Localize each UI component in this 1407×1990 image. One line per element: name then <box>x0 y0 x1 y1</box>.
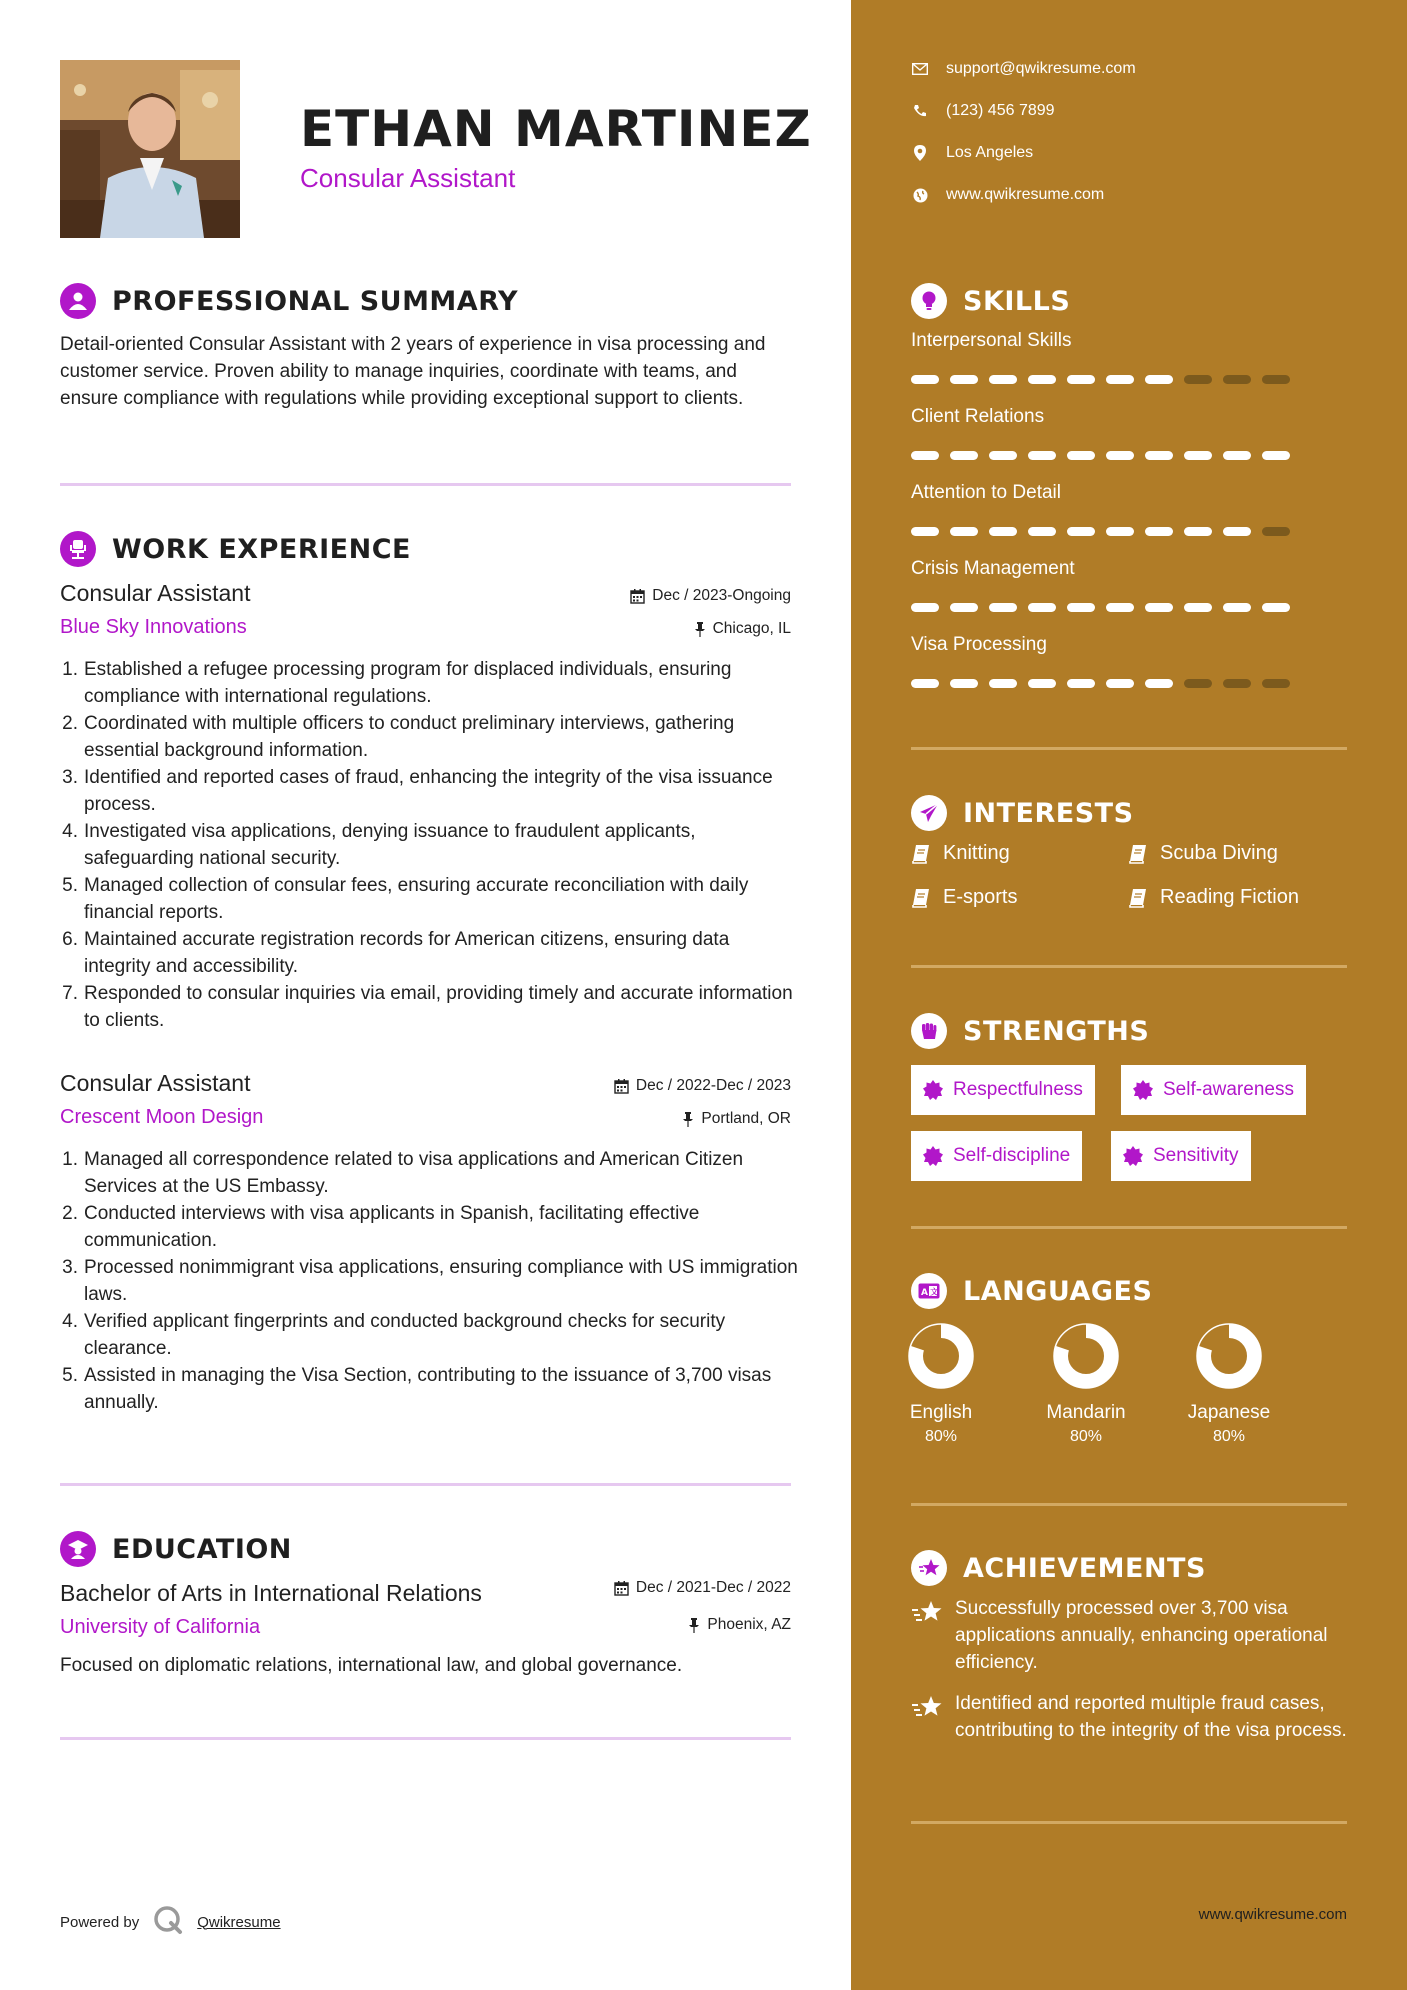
languages-heading <box>911 1273 1152 1309</box>
skill-level-filled <box>1184 451 1212 460</box>
section-divider <box>60 1737 791 1740</box>
job-duties-list <box>56 1146 801 1416</box>
interest-item <box>911 842 1010 865</box>
section-divider <box>60 1483 791 1486</box>
skill-level-filled <box>911 603 939 612</box>
badge-icon <box>923 1146 943 1166</box>
badge-icon <box>1123 1146 1143 1166</box>
list-text: Investigated visa applications, denying issuance to fraudulent applicants, safeguarding national security. <box>84 821 696 869</box>
skill-level-filled <box>1028 451 1056 460</box>
list-item <box>56 1200 801 1254</box>
svg-text:A: A <box>921 1288 928 1298</box>
list-item <box>56 656 801 710</box>
skill-level-filled <box>989 375 1017 384</box>
pin-icon <box>682 1112 694 1127</box>
skill-level-filled <box>911 375 939 384</box>
skill-level-filled <box>1106 375 1134 384</box>
job-location <box>682 1110 791 1128</box>
skill-level-filled <box>989 679 1017 688</box>
qwikresume-link[interactable]: Qwikresume <box>197 1913 281 1931</box>
skill-level-filled <box>950 375 978 384</box>
skill-level-empty <box>1184 679 1212 688</box>
language-name: Japanese <box>1187 1402 1271 1423</box>
candidate-name: ETHAN MARTINEZ <box>300 100 812 158</box>
achievement-text: Successfully processed over 3,700 visa applications annually, enhancing operational efficiency. <box>955 1598 1328 1673</box>
skill-level-filled <box>989 451 1017 460</box>
list-item <box>56 710 801 764</box>
contact-location <box>911 144 1033 162</box>
skill-level-filled <box>1106 679 1134 688</box>
skills-heading <box>911 283 1070 319</box>
interests-title: INTERESTS <box>963 797 1134 829</box>
language-percent: 80% <box>1069 1428 1103 1445</box>
job-company: Blue Sky Innovations <box>60 616 247 638</box>
website-text: www.qwikresume.com <box>946 186 1105 203</box>
list-number: 4. <box>62 1311 78 1332</box>
skill-name: Attention to Detail <box>911 482 1061 503</box>
achievements-heading <box>911 1550 1206 1586</box>
skill-level-filled <box>1067 679 1095 688</box>
experience-heading <box>60 531 411 567</box>
skill-level-filled <box>1028 679 1056 688</box>
powered-by-label: Powered by <box>60 1913 140 1931</box>
calendar-icon <box>614 1581 629 1596</box>
skill-level-filled <box>1262 603 1290 612</box>
skill-level-filled <box>1145 451 1173 460</box>
map-pin-icon <box>911 145 929 161</box>
skill-level-empty <box>1223 375 1251 384</box>
job-location-text: Chicago, IL <box>712 620 791 637</box>
strength-label: Sensitivity <box>1153 1145 1239 1166</box>
skill-name: Visa Processing <box>911 634 1047 655</box>
contact-phone[interactable] <box>911 102 1055 120</box>
candidate-role: Consular Assistant <box>300 163 516 193</box>
skill-level-filled <box>989 527 1017 536</box>
education-dates <box>614 1579 791 1597</box>
strength-label: Respectfulness <box>953 1079 1083 1100</box>
footer-website[interactable]: www.qwikresume.com <box>1198 1906 1347 1923</box>
skill-level-filled <box>1223 527 1251 536</box>
list-number: 5. <box>62 875 78 896</box>
list-text: Identified and reported cases of fraud, enhancing the integrity of the visa issuance process. <box>84 767 773 815</box>
language-level-ring <box>1196 1323 1262 1389</box>
user-icon <box>60 283 96 319</box>
list-number: 1. <box>62 659 78 680</box>
education-description: Focused on diplomatic relations, international law, and global governance. <box>60 1655 683 1676</box>
list-text: Processed nonimmigrant visa applications, ensuring compliance with US immigration laws. <box>84 1257 798 1305</box>
skill-level-filled <box>950 679 978 688</box>
list-number: 2. <box>62 1203 78 1224</box>
language-level-ring <box>1053 1323 1119 1389</box>
skill-level-filled <box>950 603 978 612</box>
qwikresume-logo-icon <box>153 1905 183 1939</box>
sidebar <box>851 0 1407 1990</box>
interest-label: E-sports <box>943 886 1018 908</box>
interest-label: Scuba Diving <box>1160 842 1278 864</box>
job-title: Consular Assistant <box>60 580 251 606</box>
office-chair-icon <box>60 531 96 567</box>
section-divider <box>911 1226 1347 1229</box>
profile-photo <box>60 60 240 238</box>
skill-level-filled <box>911 451 939 460</box>
list-item <box>56 764 801 818</box>
skill-level-bar <box>911 375 1301 384</box>
calendar-icon <box>614 1079 629 1094</box>
language-name: English <box>909 1402 973 1423</box>
list-item <box>56 1308 801 1362</box>
list-text: Assisted in managing the Visa Section, contributing to the issuance of 3,700 visas annually. <box>84 1365 772 1413</box>
language-name: Mandarin <box>1046 1402 1126 1423</box>
skill-level-filled <box>1145 527 1173 536</box>
contact-email[interactable] <box>911 60 1136 78</box>
badge-icon <box>1133 1080 1153 1100</box>
skill-level-filled <box>911 679 939 688</box>
skill-level-filled <box>911 527 939 536</box>
lightbulb-icon <box>911 283 947 319</box>
summary-heading <box>60 283 518 319</box>
job-dates <box>630 587 791 605</box>
job-duties-list <box>56 656 801 1034</box>
school-name: University of California <box>60 1616 261 1638</box>
interest-item <box>911 886 1017 909</box>
list-number: 7. <box>62 983 78 1004</box>
list-number: 3. <box>62 1257 78 1278</box>
list-text: Maintained accurate registration records for American citizens, ensuring data integrity and accessibility. <box>84 929 730 977</box>
job-company: Crescent Moon Design <box>60 1106 264 1128</box>
list-item <box>56 1254 801 1308</box>
strengths-title: STRENGTHS <box>963 1015 1150 1047</box>
skill-level-filled <box>1145 603 1173 612</box>
language-item <box>1026 1323 1146 1446</box>
skill-level-filled <box>1145 679 1173 688</box>
pin-icon <box>694 622 706 637</box>
interests-heading <box>911 795 1134 831</box>
skill-level-filled <box>1106 451 1134 460</box>
badge-icon <box>923 1080 943 1100</box>
job-location <box>694 620 791 638</box>
skill-level-filled <box>950 527 978 536</box>
svg-text:文: 文 <box>930 1287 939 1297</box>
globe-icon <box>911 188 929 203</box>
fist-icon <box>911 1013 947 1049</box>
skill-level-filled <box>1223 603 1251 612</box>
skill-level-bar <box>911 603 1301 612</box>
skill-level-filled <box>1028 603 1056 612</box>
contact-website[interactable] <box>911 186 1104 204</box>
experience-title: WORK EXPERIENCE <box>112 533 411 565</box>
pin-icon <box>688 1618 700 1633</box>
education-location-text: Phoenix, AZ <box>707 1616 791 1633</box>
education-dates-text: Dec / 2021-Dec / 2022 <box>635 1579 791 1596</box>
book-icon <box>911 844 931 864</box>
list-number: 3. <box>62 767 78 788</box>
strength-label: Self-awareness <box>1163 1079 1294 1100</box>
section-divider <box>911 965 1347 968</box>
list-item <box>56 1146 801 1200</box>
list-item <box>56 926 801 980</box>
section-divider <box>911 1503 1347 1506</box>
summary-title: PROFESSIONAL SUMMARY <box>112 285 519 317</box>
skill-level-filled <box>1262 451 1290 460</box>
list-number: 4. <box>62 821 78 842</box>
skill-level-empty <box>1223 679 1251 688</box>
list-text: Managed collection of consular fees, ensuring accurate reconciliation with daily financial reports. <box>84 875 749 923</box>
skill-level-filled <box>989 603 1017 612</box>
achievement-item <box>911 1690 1351 1744</box>
list-number: 1. <box>62 1149 78 1170</box>
language-item <box>1169 1323 1289 1446</box>
strength-tag <box>911 1131 1082 1181</box>
list-text: Conducted interviews with visa applicants in Spanish, facilitating effective communication. <box>84 1203 700 1251</box>
interest-item <box>1128 842 1278 865</box>
graduate-icon <box>60 1531 96 1567</box>
skills-title: SKILLS <box>963 285 1071 317</box>
job-dates-text: Dec / 2023-Ongoing <box>652 587 791 604</box>
star-icon <box>911 1550 947 1586</box>
skill-level-bar <box>911 527 1301 536</box>
phone-text: (123) 456 7899 <box>946 102 1055 119</box>
section-divider <box>911 1821 1347 1824</box>
skill-level-empty <box>1262 679 1290 688</box>
list-text: Coordinated with multiple officers to conduct preliminary interviews, gathering essential background information. <box>84 713 735 761</box>
language-item <box>881 1323 1001 1446</box>
language-level-ring <box>908 1323 974 1389</box>
skill-name: Interpersonal Skills <box>911 330 1072 351</box>
list-text: Verified applicant fingerprints and conducted background checks for security clearance. <box>84 1311 726 1359</box>
list-text: Responded to consular inquiries via email, providing timely and accurate information to clients. <box>84 983 793 1031</box>
book-icon <box>1128 844 1148 864</box>
skill-level-filled <box>1184 603 1212 612</box>
book-icon <box>1128 888 1148 908</box>
book-icon <box>911 888 931 908</box>
strength-tag <box>1111 1131 1251 1181</box>
strength-tag <box>1121 1065 1306 1115</box>
paper-plane-icon <box>911 795 947 831</box>
achievements-title: ACHIEVEMENTS <box>963 1552 1206 1584</box>
languages-title: LANGUAGES <box>963 1275 1153 1307</box>
skill-level-empty <box>1262 375 1290 384</box>
skill-level-filled <box>1067 375 1095 384</box>
job-dates-text: Dec / 2022-Dec / 2023 <box>635 1077 791 1094</box>
skill-level-filled <box>1028 375 1056 384</box>
list-item <box>56 872 801 926</box>
skill-level-filled <box>1106 603 1134 612</box>
interest-label: Knitting <box>943 842 1010 864</box>
list-text: Established a refugee processing program for displaced individuals, ensuring compliance with international regulations. <box>84 659 732 707</box>
list-text: Managed all correspondence related to visa applications and American Citizen Services at the US Embassy. <box>84 1149 744 1197</box>
shooting-star-icon <box>911 1599 943 1625</box>
language-percent: 80% <box>1212 1428 1246 1445</box>
strengths-heading <box>911 1013 1149 1049</box>
powered-by <box>60 1905 281 1939</box>
skill-level-filled <box>1067 527 1095 536</box>
skill-level-filled <box>1067 451 1095 460</box>
envelope-icon <box>911 63 929 75</box>
list-item <box>56 1362 801 1416</box>
section-divider <box>911 747 1347 750</box>
phone-icon <box>911 104 929 118</box>
skill-level-filled <box>1145 375 1173 384</box>
education-heading <box>60 1531 292 1567</box>
location-text: Los Angeles <box>946 144 1034 161</box>
section-divider <box>60 483 791 486</box>
degree-title: Bachelor of Arts in International Relations <box>60 1580 482 1606</box>
list-number: 6. <box>62 929 78 950</box>
skill-level-filled <box>1223 451 1251 460</box>
job-dates <box>614 1077 791 1095</box>
email-text: support@qwikresume.com <box>946 60 1136 77</box>
strength-label: Self-discipline <box>953 1145 1071 1166</box>
language-percent: 80% <box>924 1428 958 1445</box>
skill-level-empty <box>1262 527 1290 536</box>
skill-level-empty <box>1184 375 1212 384</box>
interest-item <box>1128 886 1299 909</box>
interest-label: Reading Fiction <box>1160 886 1299 908</box>
skill-level-bar <box>911 679 1301 688</box>
list-item <box>56 980 801 1034</box>
education-title: EDUCATION <box>112 1533 292 1565</box>
education-location <box>688 1616 791 1634</box>
skill-level-filled <box>1067 603 1095 612</box>
summary-text: Detail-oriented Consular Assistant with 2 years of experience in visa processing and customer service. Proven ability to manage inquiries, coordinate with teams, and ensure compliance with regulations while providing exceptional support to clients. <box>60 334 766 409</box>
skill-name: Client Relations <box>911 406 1045 427</box>
skill-level-filled <box>1028 527 1056 536</box>
skill-level-filled <box>950 451 978 460</box>
translate-icon <box>911 1273 947 1309</box>
skill-name: Crisis Management <box>911 558 1075 579</box>
job-title: Consular Assistant <box>60 1070 251 1096</box>
skill-level-filled <box>1184 527 1212 536</box>
calendar-icon <box>630 589 645 604</box>
achievement-item <box>911 1595 1351 1676</box>
achievement-text: Identified and reported multiple fraud cases, contributing to the integrity of the visa process. <box>955 1693 1347 1741</box>
strength-tag <box>911 1065 1095 1115</box>
job-location-text: Portland, OR <box>701 1110 791 1127</box>
skill-level-bar <box>911 451 1301 460</box>
list-number: 2. <box>62 713 78 734</box>
list-item <box>56 818 801 872</box>
skill-level-filled <box>1106 527 1134 536</box>
shooting-star-icon <box>911 1694 943 1720</box>
list-number: 5. <box>62 1365 78 1386</box>
